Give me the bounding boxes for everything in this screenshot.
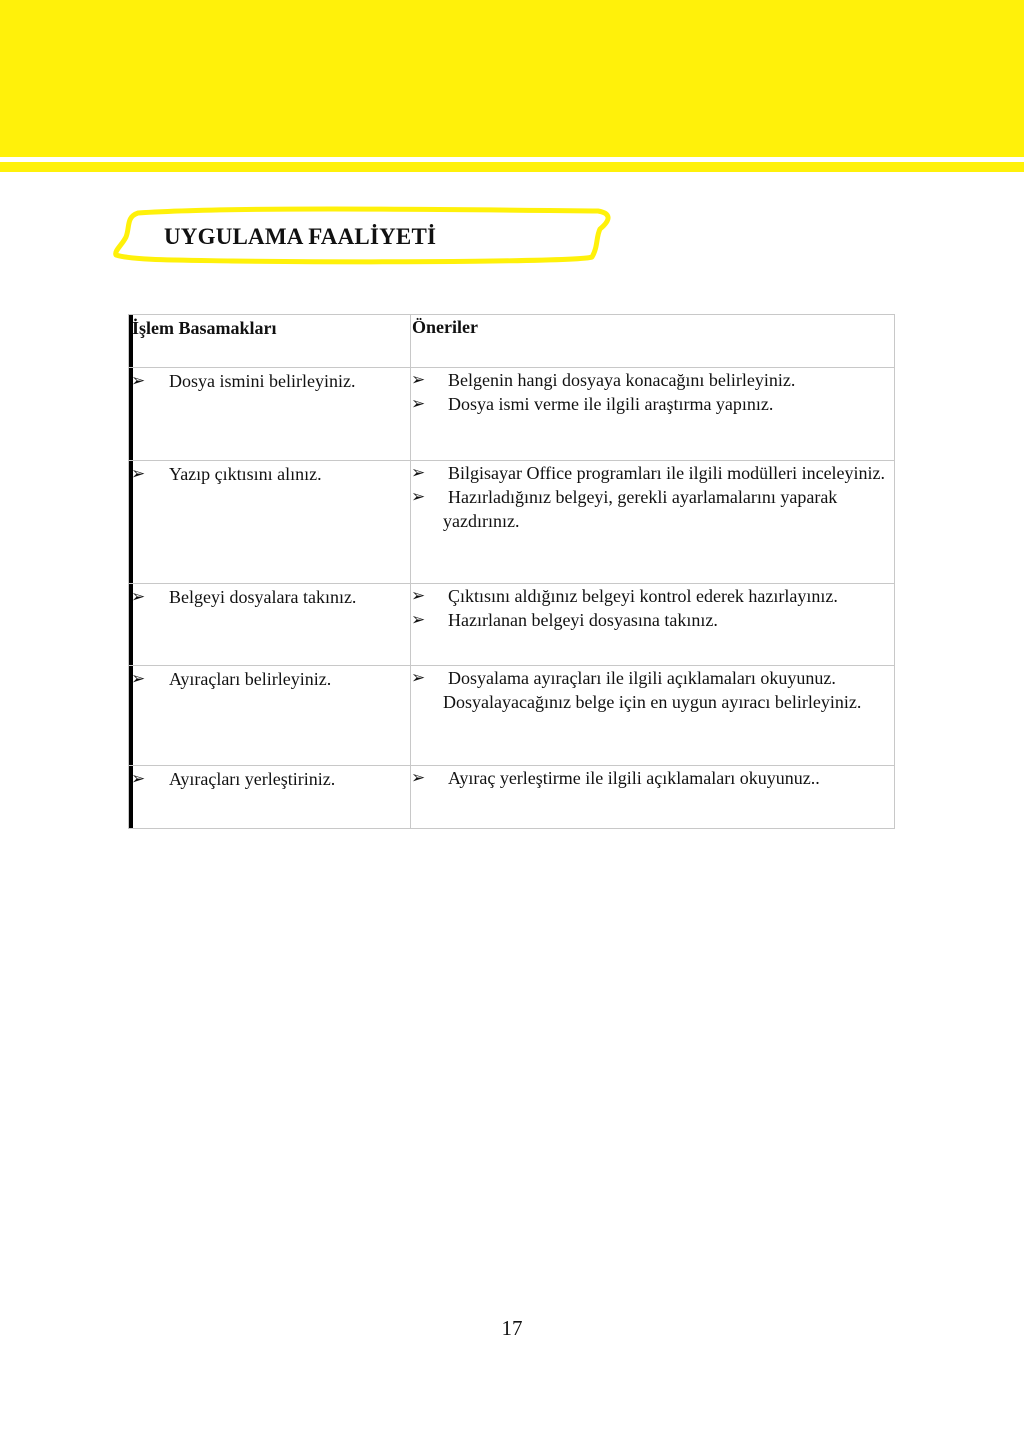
step-cell (129, 666, 411, 766)
tip-text: Belgenin hangi dosyaya konacağını belirleyiniz. (448, 370, 796, 390)
arrow-bullet-icon: ➢ (411, 394, 426, 414)
step-text: Yazıp çıktısını alınız. (169, 464, 322, 484)
step-text: Ayıraçları belirleyiniz. (169, 669, 332, 689)
tip-text: Çıktısını aldığınız belgeyi kontrol ederek hazırlayınız. (448, 586, 838, 606)
arrow-bullet-icon: ➢ (131, 464, 146, 484)
arrow-bullet-icon: ➢ (131, 769, 146, 789)
page-title: UYGULAMA FAALİYETİ (164, 224, 437, 249)
arrow-bullet-icon: ➢ (411, 610, 426, 630)
table-header-row (129, 315, 895, 368)
tips-cell (411, 584, 895, 666)
header-band (0, 0, 1024, 157)
arrow-bullet-icon: ➢ (411, 768, 426, 788)
table-row (129, 666, 895, 766)
tip-text: Dosyalama ayıraçları ile ilgili açıklamaları okuyunuz. Dosyalayacağınız belge için en uygun ayıracı belirleyiniz. (443, 668, 862, 712)
tip-text: Bilgisayar Office programları ile ilgili modülleri inceleyiniz. (448, 463, 886, 483)
arrow-bullet-icon: ➢ (131, 587, 146, 607)
step-text: Belgeyi dosyalara takınız. (169, 587, 357, 607)
tip-text: Hazırlanan belgeyi dosyasına takınız. (448, 610, 718, 630)
tips-cell (411, 368, 895, 461)
table-row (129, 461, 895, 584)
step-text: Dosya ismini belirleyiniz. (169, 371, 356, 391)
header-steps: İşlem Basamakları (129, 315, 411, 368)
tips-cell (411, 461, 895, 584)
tips-cell (411, 766, 895, 829)
tip-text: Hazırladığınız belgeyi, gerekli ayarlamalarını yaparak yazdırınız. (443, 487, 838, 531)
arrow-bullet-icon: ➢ (131, 669, 146, 689)
header-stripe (0, 162, 1024, 172)
arrow-bullet-icon: ➢ (411, 487, 426, 507)
arrow-bullet-icon: ➢ (411, 463, 426, 483)
arrow-bullet-icon: ➢ (131, 371, 146, 391)
step-cell (129, 368, 411, 461)
step-cell (129, 461, 411, 584)
step-cell (129, 766, 411, 829)
arrow-bullet-icon: ➢ (411, 586, 426, 606)
tips-cell (411, 666, 895, 766)
tip-text: Ayıraç yerleştirme ile ilgili açıklamaları okuyunuz.. (448, 768, 820, 788)
activity-table (128, 314, 894, 829)
step-cell (129, 584, 411, 666)
table-row (129, 584, 895, 666)
page-number: 17 (501, 1316, 523, 1340)
arrow-bullet-icon: ➢ (411, 668, 426, 688)
step-text: Ayıraçları yerleştiriniz. (169, 769, 336, 789)
arrow-bullet-icon: ➢ (411, 370, 426, 390)
header-tips: Öneriler (411, 315, 895, 368)
tip-text: Dosya ismi verme ile ilgili araştırma yapınız. (448, 394, 774, 414)
table-row (129, 368, 895, 461)
table-row (129, 766, 895, 829)
